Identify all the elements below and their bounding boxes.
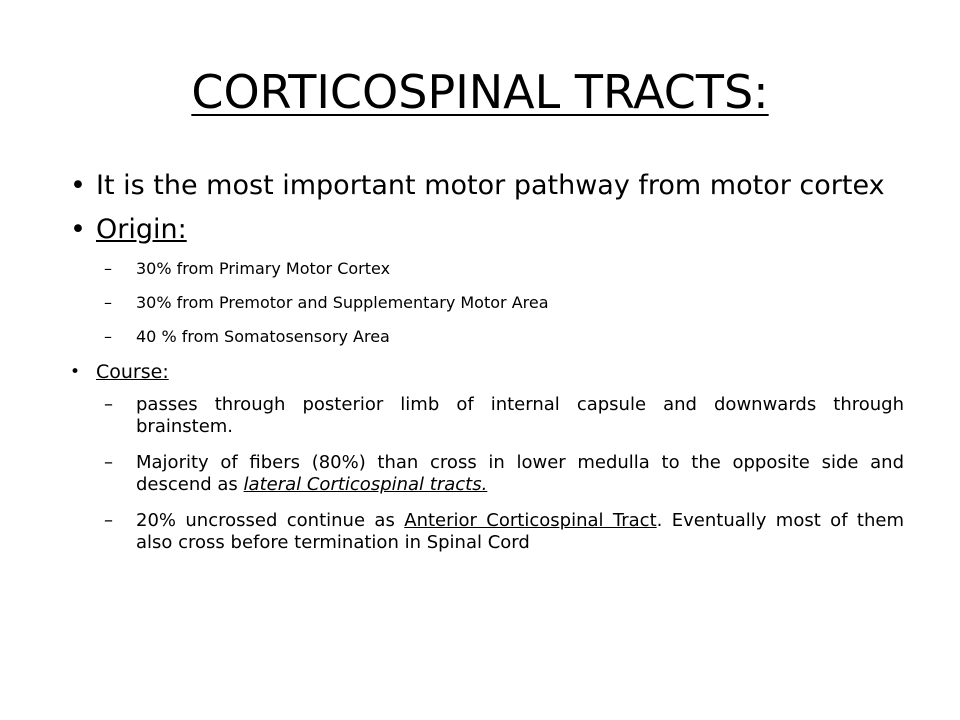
origin-item: – 30% from Premotor and Supplementary Motor Area	[104, 293, 549, 312]
course-item: – 20% uncrossed continue as Anterior Corticospinal Tract. Eventually most of them also cross before termination in Spinal Cord	[104, 510, 904, 553]
dash-icon: –	[104, 510, 113, 531]
dash-icon: –	[104, 293, 112, 312]
anterior-corticospinal-term: Anterior Corticospinal Tract	[404, 510, 657, 531]
bullet-icon: •	[70, 214, 86, 245]
bullet-text: It is the most important motor pathway from motor cortex	[96, 170, 885, 201]
dash-icon: –	[104, 394, 113, 415]
origin-item: – 30% from Primary Motor Cortex	[104, 259, 391, 278]
bullet-motor-pathway	[70, 170, 904, 202]
bullet-course	[70, 360, 904, 384]
lateral-corticospinal-term: lateral Corticospinal tracts.	[243, 474, 488, 495]
slide-title: CORTICOSPINAL TRACTS:	[191, 65, 769, 119]
bullet-origin	[70, 214, 904, 246]
course-item: – Majority of fibers (80%) than cross in lower medulla to the opposite side and descend as lateral Corticospinal tracts.	[104, 452, 904, 495]
course-heading: Course:	[96, 361, 169, 383]
course-item: – passes through posterior limb of internal capsule and downwards through brainstem.	[104, 394, 904, 437]
dash-icon: –	[104, 452, 113, 473]
origin-heading: Origin:	[96, 214, 187, 245]
bullet-icon: •	[70, 362, 81, 382]
slide-body	[70, 170, 904, 554]
dash-icon: –	[104, 259, 112, 278]
bullet-icon: •	[70, 170, 86, 201]
dash-icon: –	[104, 327, 112, 346]
origin-item: – 40 % from Somatosensory Area	[104, 327, 390, 346]
